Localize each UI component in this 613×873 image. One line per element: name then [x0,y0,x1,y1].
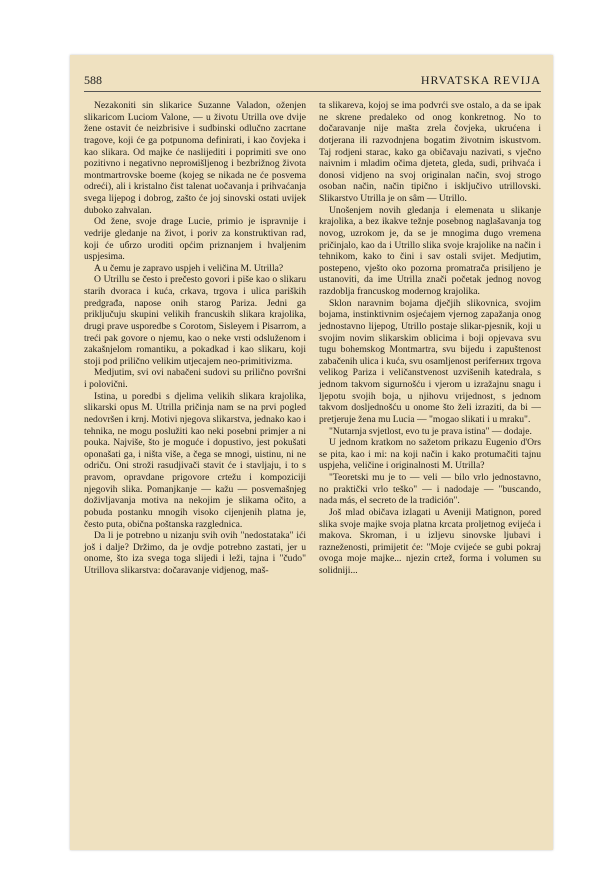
text-columns [84,100,541,838]
paragraph: Da li je potrebno u nizanju svih ovih "nedostataka" ići još i dalje? Držimo, da je ovdje potrebno zastati, jer u onome, što iza svega toga slijedi i leži, tajna i "čudo" Utrillova slikarstva: dočaravanje vidjenog, maš- [84,530,306,576]
paragraph: Još mlad običava izlagati u Aveniji Matignon, pored slika svoje majke svoja platna krcata proljetnog evijeća i makova. Skroman, i u izljevu sinovske ljubavi i razneženosti, primijetit će: "Moje cvijeće se gubi pokraj ovoga moje majke... njezin crtež, forma i volumen su solidniji... [319,506,541,576]
page-header [84,73,541,89]
header-rule [84,91,541,92]
paragraph: Istina, u poredbi s djelima velikih slikara krajolika, slikarski opus M. Utrilla pričinja nam se na prvi pogled nedovršen i krnj. Motivi njegova slikarstva, jednako kao i tehnika, ne mogu poslužiti kao neki posebni primjer a ni pouka. Najviše, što je moguće i dopustivo, jest pokušati oponašati ga, i ništa više, a čega se mnogi, uistinu, ni ne odriču. Oni stroži rasudjivači stavit će i stavljaju, i to s pravom, opravdane prigovore crtežu i kompoziciji njegovih slika. Pomanjkanje — kažu — posvemašnjeg doživljavanja motiva na nekojim je slikama očito, a pobuda postanku mnogih visoko cijenjenih platna je, često puta, obična poštanska razglednica. [84,390,306,530]
paragraph: ta slikareva, kojoj se ima podvrći sve ostalo, a da se ipak ne skrene predaleko od onog konkretnog. No to dočaravanje nije mašta zrela čovjeka, ukrućena i dotjerana ili razvodnjena bogatim životnim iskustvom. Taj rodjeni starac, kako ga običavaju nazivati, s vječno naivnim i mladim očima djeteta, gleda, sudi, prihvaća i donosi vidjeno na svoj originalan način, svoj strogo osoban način, način tipično i isključivo utrillovski. Slikarstvo Utrilla je on sâm — Utrillo. [319,100,541,204]
left-column [84,100,306,838]
right-column [319,100,541,838]
paragraph: Medjutim, svi ovi nabačeni sudovi su prilično površni i polovični. [84,367,306,390]
paragraph: A u čemu je zapravo uspjeh i veličina M. Utrilla? [94,262,284,274]
paragraph: Od žene, svoje drage Lucie, primio je ispravnije i vedrije gledanje na život, i poriv za konstruktivan rad, koji će uбrzo uroditi općim priznanjem i hvaljenim uspjesima. [84,216,306,263]
paragraph: "Nutarnja svjetlost, evo tu je prava istina" — dodaje. [329,425,532,437]
journal-title: HRVATSKA REVIJA [420,73,541,87]
paragraph: U jednom kratkom no sažetom prikazu Eugenio d'Ors se pita, kao i mi: na koji način i kako protumačiti tajnu uspjeha, veličine i originalnosti M. Utrilla? [319,437,541,472]
paragraph: Sklon naravnim bojama dječjih slikovnica, svojim bojama, instinktivnim osjećajem vjernog zapažanja onog jednostavno lijepog, Utrillo postaje slikar-pjesnik, koji u svojim novim slikarskim oblicima i boji opjevava svu tugu bohemskog Montmartra, svu bijedu i zapuštenost zabačenih ulica i kuća, svu osamljenost periferних trgova velikog Pariza i veličanstvenost uzvišenih katedrala, s jednom takvom sigurnošću i vjerom u izražajnu snagu i ljepotu svojih boja, u njihovu vrijednost, s jednom takvom dosljednošću u onome što želi izraziti, da bi — pretjeruje žena mu Lucia — "mogao slikati i u mraku". [319,297,541,425]
paragraph: Unošenjem novih gledanja i elemenata u slikanje krajolika, a bez ikakve težnje posebnog naglašavanja tog novog, uzrokom je, da se je mnogima dugo vremena pričinjalo, kao da i Utrillo slika svoje krajolike na način i tehnikom, kako to čini i sav ostali svijet. Medjutim, postepeno, vješto oko pozorna promatrača prisiljeno je ustanoviti, da ime Utrilla znači početak jednog novog razdoblja francuskog modernog krajolika. [319,204,541,297]
page-number: 588 [84,73,102,87]
paragraph: O Utrillu se često i prečesto govori i piše kao o slikaru starih dvoraca i kuća, crkava, trgova i ulica pariških predgrađa, napose onih starog Pariza. Jedni ga priključuju skupini velikih francuskih slikara krajolika, drugi prave usporedbe s Corotom, Sisleyem i Pisarrom, a treći pak govore o njemu, kao o neke vrsti odsluženom i zakašnjelom romantiku, a pokadkad i kao slikaru, koji stoji pod prilično velikim utjecajem neo-primitivizma. [84,274,306,367]
journal-page [70,55,553,850]
paragraph: Nezakoniti sin slikarice Suzanne Valadon, oženjen slikaricom Luciom Valone, — u životu Utrilla ove dvije žene ostavit će neizbrisive i sudbinski odlučno zacrtane tragove, koji će ga potpunoma definirati, i kao čovjeka i kao slikara. Od majke će naslijediti i poprimiti sve ono pozitivno i negativno neproмišljenog i bezbrižnog života montmartrovske boeme (kojeg se nikada ne će posvema odreći), ali i kristalno čist talenat uočavanja i prihvaćanja svega lijepog i dobrog, zašto će joj sinovski ostati uvijek duboko zahvalan. [84,100,306,216]
paragraph: "Teoretski mu je to — veli — bilo vrlo jednostavno, no praktički vrlo teško" — i nadodaje — "buscando, nada más, el secreto de la tradición". [319,472,541,507]
